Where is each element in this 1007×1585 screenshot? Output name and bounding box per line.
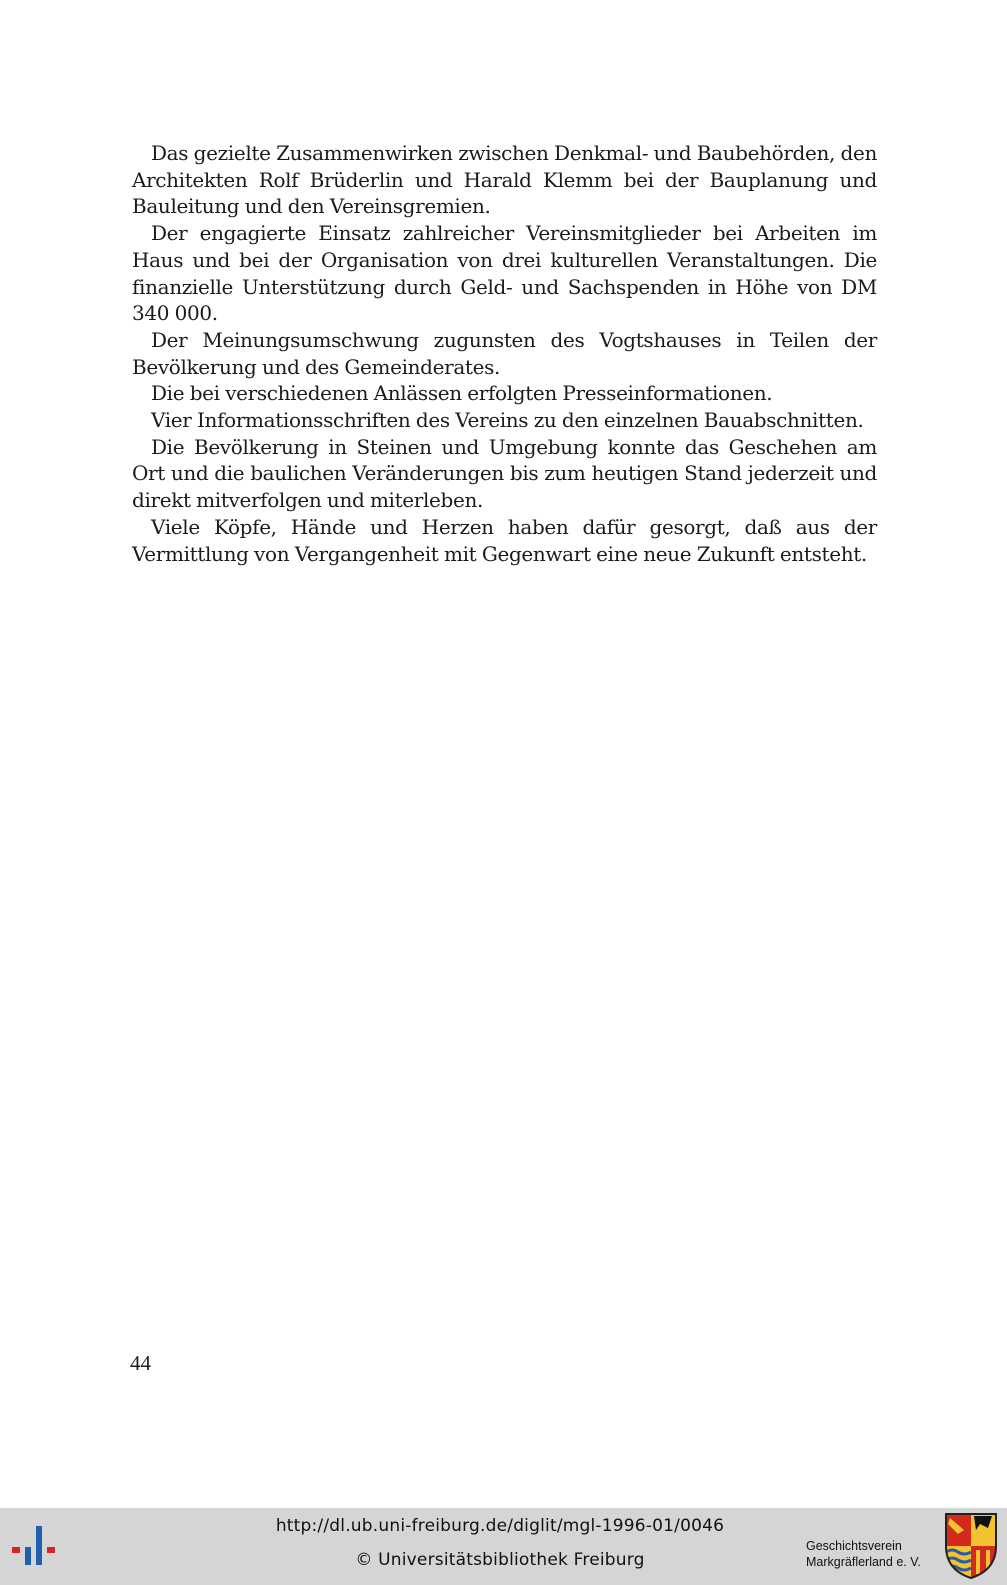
paragraph-1: Das gezielte Zusammenwirken zwischen Denkmal- und Baubehörden, den Architekten Rolf Brüderlin und Harald Klemm bei der Bauplanung und Bauleitung und den Vereinsgremien. (132, 141, 877, 219)
body-text (132, 140, 877, 567)
society-name-line-2: Markgräflerland e. V. (806, 1555, 921, 1569)
page-number: 44 (130, 1351, 151, 1375)
coat-of-arms-icon (944, 1512, 998, 1580)
paragraph-6: Die Bevölkerung in Steinen und Umgebung konnte das Geschehen am Ort und die baulichen Veränderungen bis zum heutigen Stand jederzeit und direkt mitverfolgen und miterleben. (132, 434, 877, 513)
footer-bar (0, 1508, 1007, 1585)
paragraph-4: Die bei verschiedenen Anlässen erfolgten Presseinformationen. (151, 381, 773, 406)
paragraph-2: Der engagierte Einsatz zahlreicher Vereinsmitglieder bei Arbeiten im Haus und bei der Organisation von drei kulturellen Veranstaltungen. Die finanzielle Unterstützung durch Geld- und Sachspenden in Höhe von DM 340 000. (132, 221, 877, 326)
ub-freiburg-logo-icon[interactable] (12, 1520, 64, 1572)
society-name (806, 1538, 936, 1570)
society-name-line-1: Geschichtsverein (806, 1539, 902, 1553)
paragraph-3: Der Meinungsumschwung zugunsten des Vogtshauses in Teilen der Bevölkerung und des Gemeinderates. (132, 327, 877, 379)
paragraph-5: Vier Informationsschriften des Vereins zu den einzelnen Bauabschnitten. (151, 408, 864, 433)
copyright-notice: © Universitätsbibliothek Freiburg (355, 1550, 645, 1570)
paragraph-7: Viele Köpfe, Hände und Herzen haben dafür gesorgt, daß aus der Vermittlung von Vergangenheit mit Gegenwart eine neue Zukunft entsteht. (132, 514, 877, 566)
permalink-url[interactable]: http://dl.ub.uni-freiburg.de/diglit/mgl-1996-01/0046 (275, 1516, 725, 1536)
